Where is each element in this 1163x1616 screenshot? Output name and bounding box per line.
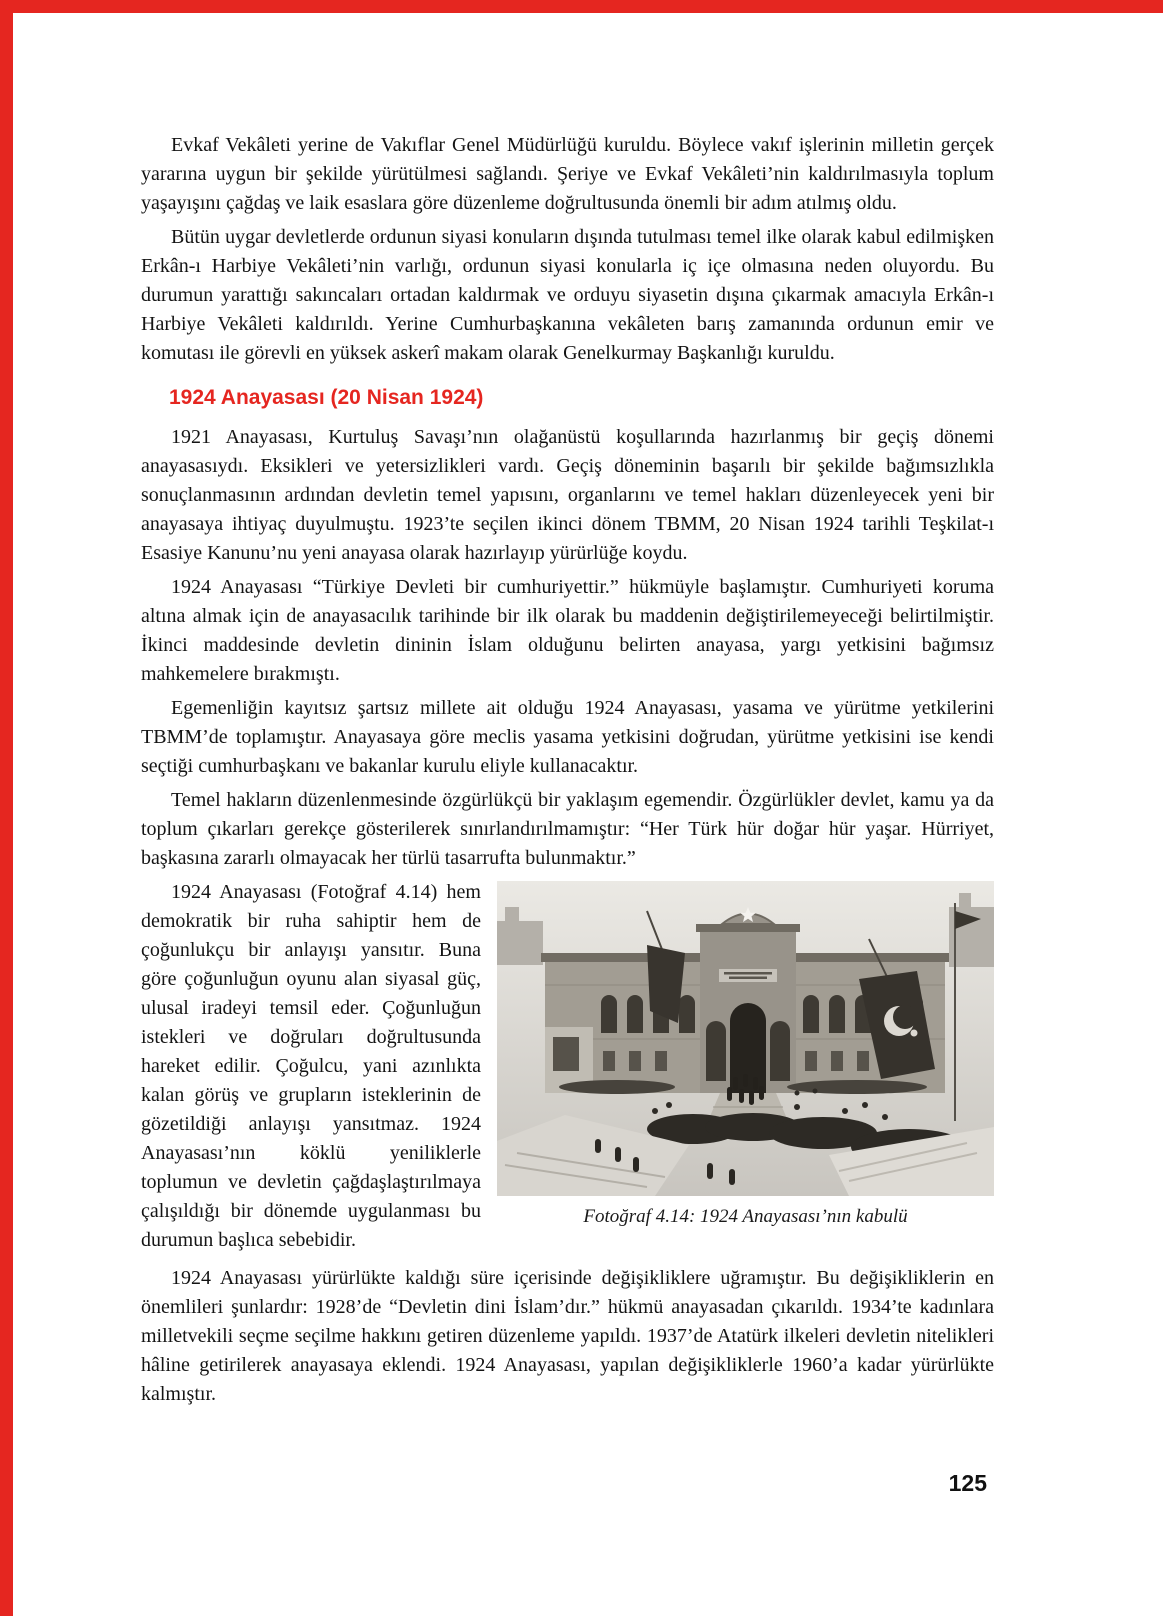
paragraph-1921-anayasasi: 1921 Anayasası, Kurtuluş Savaşı’nın olağanüstü koşullarında hazırlanmış bir geçiş dönemi anayasasıydı. Eksikleri ve yetersizlikleri vardı. Geçiş döneminin başarılı bir şekilde bağımsızlıkla sonuçlanmasının ardından devletin temel yapısını, organlarını ve temel hakları düzenleyecek yeni bir anayasaya ihtiyaç duyulmuştu. 1923’te seçilen ikinci dönem TBMM, 20 Nisan 1924 tarihli Teşkilat-ı Esasiye Kanunu’nu yeni anayasa olarak hazırlayıp yürürlüğe koydu. <box>141 426 994 564</box>
paragraph-cumhuriyet-hukmu: 1924 Anayasası “Türkiye Devleti bir cumhuriyettir.” hükmüyle başlamıştır. Cumhuriyeti koruma altına almak için de anayasacılık tarihinde bir ilk olarak bu maddenin değiştirilemeyeceği belirtilmiştir. İkinci maddesinde devletin dininin İslam olduğunu belirten anayasa, yargı yetkisini bağımsız mahkemelere bırakmıştı. <box>141 576 994 685</box>
page-number: 125 <box>948 1470 987 1496</box>
paragraph-egemenlik: Egemenliğin kayıtsız şartsız millete ait olduğu 1924 Anayasası, yasama ve yürütme yetkilerini TBMM’de toplamıştır. Anayasaya göre meclis yasama yetkisini doğrudan, yürütme yetkisini ise kendi seçtiği cumhurbaşkanı ve bakanlar kurulu eliyle kullanacaktır. <box>141 697 994 777</box>
page-border-top <box>0 0 1163 13</box>
paragraph-cogunlukcu-anlayis: 1924 Anayasası (Fotoğraf 4.14) hem demokratik bir ruha sahiptir hem de çoğunlukçu bir anlayışı yansıtır. Buna göre çoğunluğun oyunu alan siyasal güç, ulusal iradeyi temsil eder. Çoğunluğun istekleri ve doğruları doğrultusunda hareket edilir. Çoğulcu, yani azınlıkta kalan görüş ve grupların isteklerinin de gözetildiği anlayışı yansıtmaz. 1924 Anayasası’nın köklü yeniliklerle toplumun ve devletin çağdaşlaştırılmaya çalışıldığı bir dönemde uygulanması bu durumun başlıca sebebidir. <box>141 881 481 1251</box>
figure-4-14 <box>497 881 994 1229</box>
page-content <box>141 131 994 1414</box>
section-heading: 1924 Anayasası (20 Nisan 1924) <box>169 386 484 409</box>
paragraph-erkani-harbiye: Bütün uygar devletlerde ordunun siyasi konuların dışında tutulması temel ilke olarak kabul edilmişken Erkân-ı Harbiye Vekâleti’nin varlığı, ordunun siyasi konularla iç içe olmasına neden oluyordu. Bu durumun yarattığı sakıncaları ortadan kaldırmak ve orduyu siyasetin dışına çıkarmak amacıyla Erkân-ı Harbiye Vekâleti kaldırıldı. Yerine Cumhurbaşkanına vekâleten barış zamanında ordunun emir ve komutası ile görevli en yüksek askerî makam olarak Genelkurmay Başkanlığı kuruldu. <box>141 226 994 364</box>
figure-caption: Fotoğraf 4.14: 1924 Anayasası’nın kabulü <box>583 1206 908 1227</box>
paragraph-evkaf-vekaleti: Evkaf Vekâleti yerine de Vakıflar Genel Müdürlüğü kuruldu. Böylece vakıf işlerinin milletin gerçek yararına uygun bir şekilde yürütülmesi sağlandı. Şeriye ve Evkaf Vekâleti’nin kaldırılmasıyla toplum yaşayışını çağdaş ve laik esaslara göre düzenleme doğrultusunda önemli bir adım atılmış oldu. <box>141 134 994 214</box>
paragraph-temel-haklar: Temel hakların düzenlenmesinde özgürlükçü bir yaklaşım egemendir. Özgürlükler devlet, kamu ya da toplum çıkarları gerekçe gösterilerek sınırlandırılmamıştır: “Her Türk hür doğar hür yaşar. Hürriyet, başkasına zararlı olmayacak her türlü tasarrufta bulunmaktır.” <box>141 789 994 869</box>
page-border-left <box>0 0 13 1616</box>
paragraph-degisiklikler: 1924 Anayasası yürürlükte kaldığı süre içerisinde değişikliklere uğramıştır. Bu değişikliklerin en önemlileri şunlardır: 1928’de “Devletin dini İslam’dır.” hükmü anayasadan çıkarıldı. 1934’te kadınlara milletvekili seçme seçilme hakkını getiren düzenleme yapıldı. 1937’de Atatürk ilkeleri devletin nitelikleri hâline getirilerek anayasaya eklendi. 1924 Anayasası, yapılan değişikliklerle 1960’a kadar yürürlükte kalmıştır. <box>141 1267 994 1405</box>
photo-1924-constitution-adoption <box>497 881 994 1196</box>
figure-row <box>141 878 994 1260</box>
